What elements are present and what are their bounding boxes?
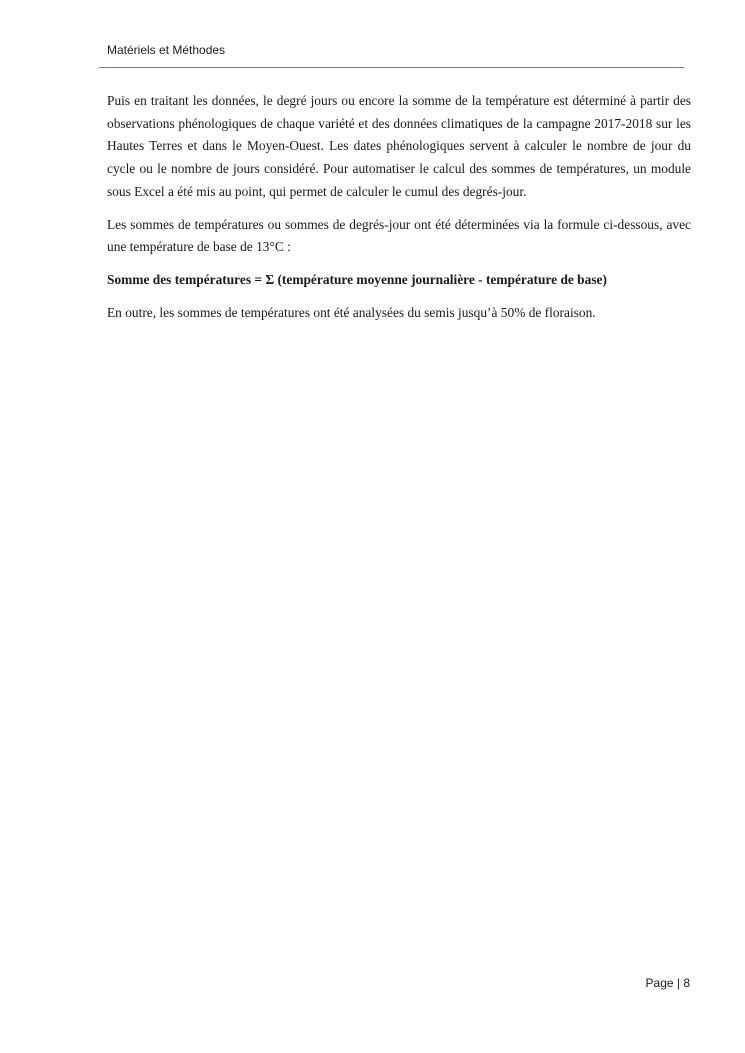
formula-sum-of-temperatures: Somme des températures = Σ (température moyenne journalière - température de base) xyxy=(107,271,607,287)
paragraph-formula-intro: Les sommes de températures ou sommes de degrés-jour ont été déterminées via la formule ci-dessous, avec une température de base de 13°C : xyxy=(107,216,691,255)
header-divider xyxy=(99,67,684,68)
page-number: Page | 8 xyxy=(645,976,690,990)
paragraph-analysis-period: En outre, les sommes de températures ont été analysées du semis jusqu’à 50% de floraison. xyxy=(107,304,596,320)
paragraph-degree-days-method: Puis en traitant les données, le degré jours ou encore la somme de la température est déterminé à partir des observations phénologiques de chaque variété et des données climatiques de la campagne 2017-2018 sur les Hautes Terres et dans le Moyen-Ouest. Les dates phénologiques servent à calculer le nombre de jour du cycle ou le nombre de jours considéré. Pour automatiser le calcul des sommes de températures, un module sous Excel a été mis au point, qui permet de calculer le cumul des degrés-jour. xyxy=(107,93,691,199)
page-body xyxy=(107,90,691,334)
running-header-title: Matériels et Méthodes xyxy=(107,43,226,57)
